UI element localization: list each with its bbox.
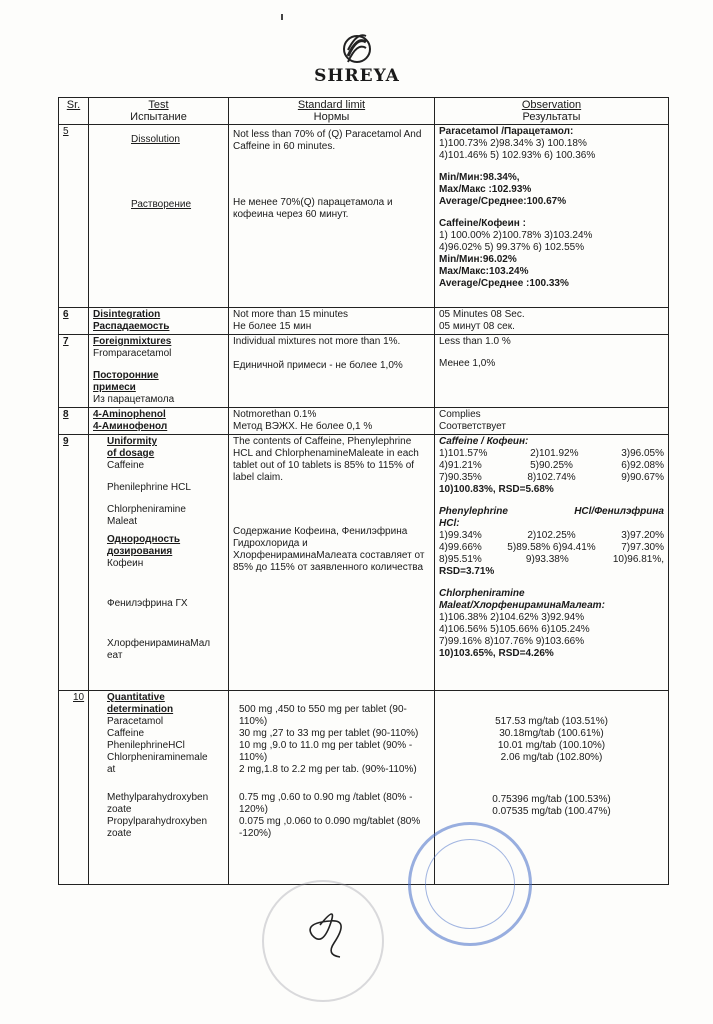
caffeine-line	[439, 460, 664, 472]
signature-icon	[300, 895, 360, 965]
chlorpheniramine-title-2: Maleat/ХлорфенираминаМалеат:	[439, 600, 605, 611]
col-sr	[59, 98, 89, 125]
test-name-en-2: Fromparacetamol	[93, 348, 172, 359]
table-row	[59, 335, 669, 408]
chlorpheniramine-line: 4)106.56% 5)105.66% 6)105.24%	[439, 624, 590, 635]
caffeine-line	[439, 472, 664, 484]
shreya-logo-icon	[340, 34, 374, 64]
standard-ru: Содержание Кофеина, Фенилэфрина Гидрохлорида и ХлорфенираминаМалеата составляет от 85% до 115% от заявленного количества	[233, 526, 425, 573]
analyte-chlorpheniramine-ru-2: еат	[107, 650, 123, 661]
obs-line: Average/Среднее:100.67%	[439, 196, 567, 207]
test-cell	[89, 408, 229, 435]
phenylephrine-rsd: RSD=3.71%	[439, 566, 495, 577]
limit-line: 30 mg ,27 to 33 mg per tablet (90-110%)	[239, 728, 419, 739]
value: 4)91.21%	[439, 460, 482, 471]
limit-line: 0.75 mg ,0.60 to 0.90 mg /tablet (80% - 120%)	[239, 792, 413, 815]
result-line: 0.75396 mg/tab (100.53%)	[492, 794, 611, 805]
analyte-item: Propylparahydroxyben	[107, 816, 208, 827]
obs-line: Min/Мин:96.02%	[439, 254, 517, 265]
standard-ru: Не более 15 мин	[233, 321, 312, 332]
col-standard	[229, 98, 435, 125]
chlorpheniramine-rsd: 10)103.65%, RSD=4.26%	[439, 648, 554, 659]
standard-en: The contents of Caffeine, Phenylephrine HCL and ChlorphenamineMaleate in each tablet out of 10 tablets is 85% to 115% of label claim.	[233, 436, 419, 483]
value: 5)90.25%	[530, 460, 573, 471]
value: 1)101.57%	[439, 448, 488, 459]
standard-en: Not more than 15 minutes	[233, 309, 349, 320]
row-number: 9	[59, 435, 89, 691]
test-name-en: Uniformity	[107, 436, 157, 447]
test-name-en: 4-Aminophenol	[93, 409, 166, 420]
header-row	[59, 98, 669, 125]
table-row	[59, 691, 669, 885]
observation-cell	[435, 408, 669, 435]
standard-en: Individual mixtures not more than 1%.	[233, 336, 401, 347]
standard-cell	[229, 435, 435, 691]
analyte-chlorpheniramine-2: Maleat	[107, 516, 138, 527]
standard-cell	[229, 408, 435, 435]
value: 3)96.05%	[621, 448, 664, 459]
test-name-ru: Посторонние	[93, 370, 159, 381]
test-name-ru: Распадаемость	[93, 321, 170, 332]
obs-line: 1) 100.00% 2)100.78% 3)103.24%	[439, 230, 593, 241]
test-name-en: Dissolution	[131, 134, 180, 145]
test-cell	[89, 435, 229, 691]
observation-ru: 05 минут 08 сек.	[439, 321, 515, 332]
title-part: HCl/Фенилэфрина	[574, 506, 664, 517]
analyte-chlorpheniramine: Chlorpheniramine	[107, 504, 186, 515]
spec-table	[58, 97, 669, 885]
obs-line: 4)101.46% 5) 102.93% 6) 100.36%	[439, 150, 596, 161]
test-name-ru: 4-Аминофенол	[93, 421, 168, 432]
phenylephrine-title-2: HCl:	[439, 518, 460, 529]
caffeine-line	[439, 448, 664, 460]
test-name-ru-3: Из парацетамола	[93, 394, 175, 405]
limit-line: 500 mg ,450 to 550 mg per tablet (90-110%)	[239, 704, 407, 727]
row-number: 10	[59, 691, 89, 885]
obs-line: Paracetamol /Парацетамол:	[439, 126, 574, 137]
value: 2)101.92%	[530, 448, 579, 459]
row-number: 6	[59, 308, 89, 335]
test-cell	[89, 335, 229, 408]
result-line: 30.18mg/tab (100.61%)	[499, 728, 604, 739]
scan-mark	[281, 14, 283, 20]
blue-stamp	[408, 822, 532, 946]
standard-cell	[229, 691, 435, 885]
value: 5)89.58% 6)94.41%	[507, 542, 596, 553]
result-line: 2.06 mg/tab (102.80%)	[500, 752, 603, 763]
value: 2)102.25%	[527, 530, 576, 541]
test-name-ru-2: дозирования	[107, 546, 173, 557]
analyte-caffeine-ru: Кофеин	[107, 558, 144, 569]
brand-name: SHREYA	[314, 66, 400, 86]
phenylephrine-title	[439, 506, 664, 518]
analyte-item: at	[107, 764, 116, 775]
test-name-en: Foreignmixtures	[93, 336, 172, 347]
obs-header-ru: Результаты	[522, 111, 581, 123]
limit-line: 10 mg ,9.0 to 11.0 mg per tablet (90% - 110%)	[239, 740, 413, 763]
obs-line: Caffeine/Кофеин :	[439, 218, 526, 229]
analyte-caffeine: Caffeine	[107, 460, 145, 471]
obs-line: Max/Макс :102.93%	[439, 184, 532, 195]
company-logo	[310, 34, 404, 86]
observation-cell	[435, 308, 669, 335]
limit-line: 0.075 mg ,0.060 to 0.090 mg/tablet (80% -120%)	[239, 816, 421, 839]
test-name-ru: Однородность	[107, 534, 181, 545]
limit-line: 2 mg,1.8 to 2.2 mg per tab. (90%-110%)	[239, 764, 417, 775]
analyte-phenylephrine: Phenilephrine HCL	[107, 482, 191, 493]
value: 6)92.08%	[621, 460, 664, 471]
standard-en: Not less than 70% of (Q) Paracetamol And Caffeine in 60 minutes.	[233, 129, 422, 152]
table-row	[59, 435, 669, 691]
standard-en: Notmorethan 0.1%	[233, 409, 317, 420]
table-row	[59, 125, 669, 308]
table-row	[59, 308, 669, 335]
test-name-2: determination	[107, 704, 174, 715]
value: 4)99.66%	[439, 542, 482, 553]
test-name-en-2: of dosage	[107, 448, 155, 459]
col-test	[89, 98, 229, 125]
test-header-en: Test	[148, 99, 169, 111]
analyte-chlorpheniramine-ru: ХлорфенираминаМал	[107, 638, 211, 649]
value: 7)97.30%	[621, 542, 664, 553]
result-line: 10.01 mg/tab (100.10%)	[497, 740, 606, 751]
analyte-item: zoate	[107, 828, 132, 839]
phenylephrine-line	[439, 542, 664, 554]
obs-line: 1)100.73% 2)98.34% 3) 100.18%	[439, 138, 587, 149]
analyte-item: Methylparahydroxyben	[107, 792, 209, 803]
analyte-item: PhenilephrineHCl	[107, 740, 185, 751]
standard-cell	[229, 125, 435, 308]
test-name-ru: Растворение	[131, 199, 192, 210]
caffeine-rsd: 10)100.83%, RSD=5.68%	[439, 484, 554, 495]
standard-ru: Не менее 70%(Q) парацетамола и кофеина через 60 минут.	[233, 197, 393, 220]
title-part: Phenylephrine	[439, 506, 508, 517]
analyte-item: Chlorpheniraminemale	[107, 752, 208, 763]
test-header-ru: Испытание	[130, 111, 187, 123]
analyte-item: Paracetamol	[107, 716, 164, 727]
observation-cell	[435, 435, 669, 691]
observation-cell	[435, 335, 669, 408]
value: 9)93.38%	[525, 554, 569, 565]
table-row	[59, 408, 669, 435]
result-line: 517.53 mg/tab (103.51%)	[495, 716, 608, 727]
value: 9)90.67%	[621, 472, 664, 483]
observation-cell	[435, 125, 669, 308]
std-header-en: Standard limit	[297, 99, 366, 111]
value: 1)99.34%	[439, 530, 482, 541]
phenylephrine-line	[439, 530, 664, 542]
obs-line: Average/Среднее :100.33%	[439, 278, 569, 289]
observation-en: Less than 1.0 %	[439, 336, 511, 347]
obs-line: Max/Макс:103.24%	[439, 266, 529, 277]
chlorpheniramine-line: 1)106.38% 2)104.62% 3)92.94%	[439, 612, 585, 623]
test-cell	[89, 308, 229, 335]
result-line: 0.07535 mg/tab (100.47%)	[492, 806, 611, 817]
caffeine-title: Caffeine / Кофеин:	[439, 436, 529, 447]
test-cell	[89, 125, 229, 308]
obs-line: Min/Мин:98.34%,	[439, 172, 520, 183]
value: 8)102.74%	[527, 472, 576, 483]
observation-ru: Менее 1,0%	[439, 358, 496, 369]
obs-header-en: Observation	[521, 99, 582, 111]
test-name-1: Quantitative	[107, 692, 165, 703]
value: 7)90.35%	[439, 472, 482, 483]
test-name-ru-2: примеси	[93, 382, 136, 393]
analyte-item: Caffeine	[107, 728, 145, 739]
analyte-phenylephrine-ru: Фенилэфрина ГХ	[107, 598, 188, 609]
std-header-ru: Нормы	[313, 111, 350, 123]
test-cell	[89, 691, 229, 885]
test-name-en: Disintegration	[93, 309, 161, 320]
value: 10)96.81%,	[612, 554, 664, 565]
value: 3)97.20%	[621, 530, 664, 541]
obs-line: 4)96.02% 5) 99.37% 6) 102.55%	[439, 242, 585, 253]
analyte-item: zoate	[107, 804, 132, 815]
chlorpheniramine-line: 7)99.16% 8)107.76% 9)103.66%	[439, 636, 585, 647]
standard-cell	[229, 308, 435, 335]
col-observation	[435, 98, 669, 125]
chlorpheniramine-title: Chlorpheniramine	[439, 588, 525, 599]
value: 8)95.51%	[439, 554, 482, 565]
observation-en: Complies	[439, 409, 481, 420]
sr-header: Sr.	[66, 99, 81, 111]
standard-cell	[229, 335, 435, 408]
observation-ru: Соответствует	[439, 421, 506, 432]
phenylephrine-line	[439, 554, 664, 566]
row-number: 5	[59, 125, 89, 308]
row-number: 7	[59, 335, 89, 408]
observation-en: 05 Minutes 08 Sec.	[439, 309, 525, 320]
standard-ru: Единичной примеси - не более 1,0%	[233, 360, 403, 371]
row-number: 8	[59, 408, 89, 435]
standard-ru: Метод ВЭЖХ. Не более 0,1 %	[233, 421, 373, 432]
